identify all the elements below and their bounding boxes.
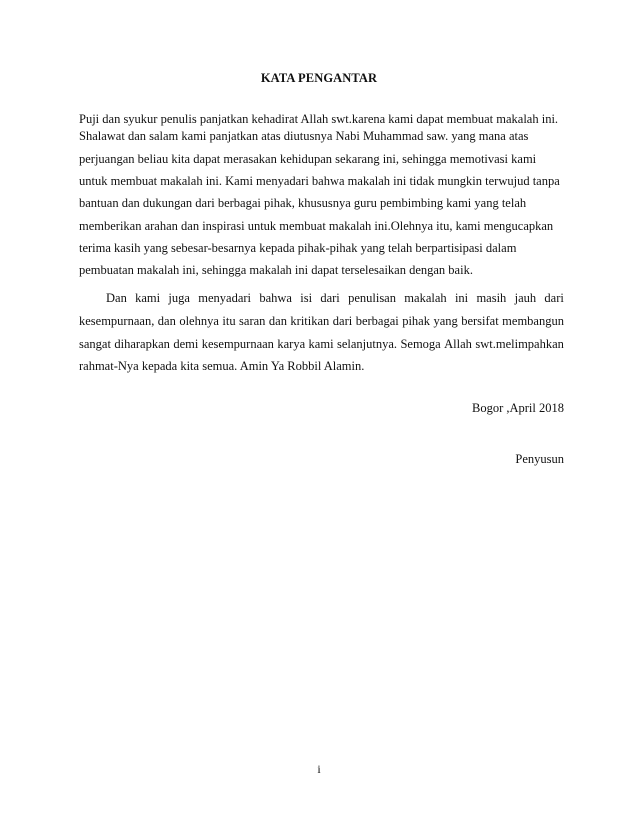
word: menyadari (198, 291, 252, 305)
word: dari (320, 291, 340, 305)
page-number: i (317, 762, 321, 776)
paragraph1-line-7: terima kasih yang sebesar-besarnya kepada pihak-pihak yang telah berpartisipasi dalam (79, 241, 517, 255)
word: kesempurnaan (201, 337, 274, 351)
word: juga (168, 291, 190, 305)
paragraph1-line-2: Shalawat dan salam kami panjatkan atas diutusnya Nabi Muhammad saw. yang mana atas (79, 129, 529, 143)
paragraph1-line-6: memberikan arahan dan inspirasi untuk membuat makalah ini.Olehnya itu, kami mengucapkan (79, 219, 554, 233)
word: diharapkan (114, 337, 170, 351)
paragraph1-line-1: Puji dan syukur penulis panjatkan kehadirat Allah swt.karena kami dapat membuat makalah ini. (79, 112, 559, 126)
paragraph2-line-4: rahmat-Nya kepada kita semua. Amin Ya Robbil Alamin. (79, 359, 365, 373)
word: membangun (502, 314, 564, 328)
word: karya (277, 337, 306, 351)
word: yang (433, 314, 458, 328)
word: Semoga (400, 337, 441, 351)
word: jauh (514, 291, 537, 305)
paragraph1-line-4: untuk membuat makalah ini. Kami menyadari bahwa makalah ini tidak mungkin terwujud tanpa (79, 174, 560, 188)
word: makalah (404, 291, 447, 305)
paragraph1-line-3: perjuangan beliau kita dapat merasakan kehidupan sekarang ini, sehingga memotivasi kami (79, 152, 537, 166)
paragraph1-line-5: bantuan dan dukungan dari berbagai pihak, khususnya guru pembimbing kami yang telah (79, 196, 527, 210)
paragraph2-line-2 (79, 313, 564, 329)
place-date: Bogor ,April 2018 (471, 401, 564, 415)
word: swt.melimpahkan (475, 337, 564, 351)
word: masih (476, 291, 507, 305)
word: penulisan (348, 291, 396, 305)
word: kami (135, 291, 161, 305)
word: dan (157, 314, 176, 328)
word: berbagai (355, 314, 399, 328)
word: dan (268, 314, 287, 328)
word: isi (300, 291, 313, 305)
word: dari (332, 314, 353, 328)
word: saran (239, 314, 266, 328)
word: sangat (79, 337, 111, 351)
word: dari (544, 291, 564, 305)
document-title: KATA PENGANTAR (260, 71, 378, 85)
word: itu (222, 314, 236, 328)
word: Allah (444, 337, 472, 351)
word: kami (308, 337, 334, 351)
signature-label: Penyusun (515, 452, 564, 466)
word: Dan (106, 291, 127, 305)
word: kesempurnaan, (79, 314, 155, 328)
word: ini (454, 291, 469, 305)
paragraph2-line-1 (106, 290, 564, 306)
word: olehnya (179, 314, 219, 328)
word: demi (173, 337, 199, 351)
word: bersifat (461, 314, 499, 328)
word: bahwa (259, 291, 292, 305)
paragraph1-line-8: pembuatan makalah ini, sehingga makalah ini dapat terselesaikan dengan baik. (79, 263, 473, 277)
word: pihak (402, 314, 430, 328)
word: selanjutnya. (336, 337, 398, 351)
paragraph2-line-3 (79, 336, 564, 352)
word: kritikan (290, 314, 330, 328)
